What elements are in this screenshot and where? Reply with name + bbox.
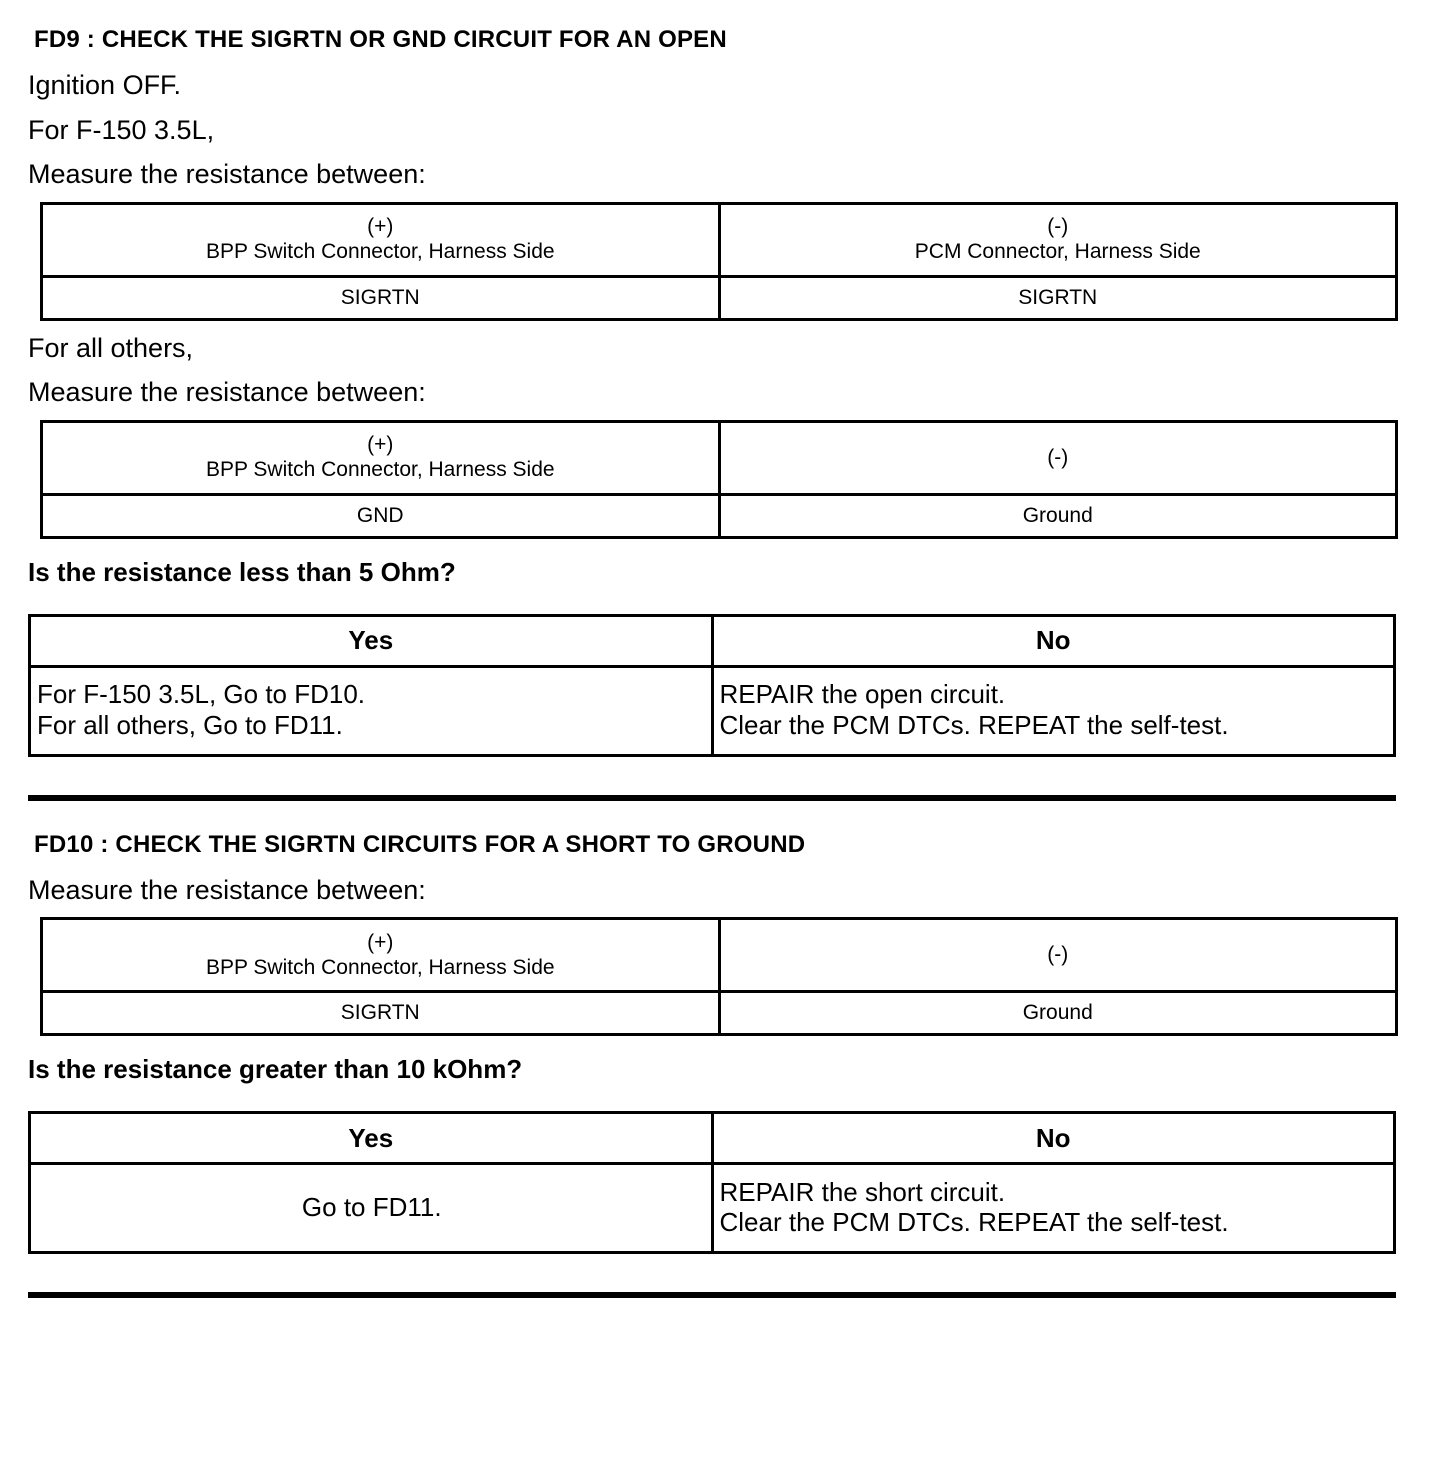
negative-terminal-header <box>719 203 1397 276</box>
yes-column-header: Yes <box>30 615 713 666</box>
positive-circuit-label: SIGRTN <box>340 1001 420 1025</box>
yes-action-cell <box>30 666 713 755</box>
step-fd9-instruction-f150: For F-150 3.5L, <box>28 114 215 145</box>
no-column-header: No <box>712 615 1395 666</box>
table-row <box>30 615 1395 666</box>
step-fd10-title: FD10 : CHECK THE SIGRTN CIRCUITS FOR A SHORT TO GROUND <box>34 830 806 858</box>
no-action-cell <box>712 666 1395 755</box>
no-action-line: REPAIR the open circuit. <box>719 679 1006 710</box>
negative-circuit-value <box>719 992 1397 1035</box>
negative-circuit-label: Ground <box>1022 1001 1093 1025</box>
positive-sign: (+) <box>367 930 394 954</box>
step-fd10-instruction-measure: Measure the resistance between: <box>28 874 426 905</box>
step-fd10-measurement-table <box>40 917 1398 1036</box>
step-fd9-measurement-table-2 <box>40 420 1398 539</box>
yes-action-line: For F-150 3.5L, Go to FD10. <box>37 679 366 710</box>
step-fd10 <box>28 831 1400 1255</box>
table-row <box>42 992 1397 1035</box>
step-fd9-instruction-measure-2: Measure the resistance between: <box>28 377 426 408</box>
no-column-header: No <box>712 1113 1395 1164</box>
negative-sign: (-) <box>1047 943 1069 967</box>
section-divider-2 <box>28 1292 1396 1298</box>
positive-circuit-value <box>42 992 720 1035</box>
positive-terminal-header <box>42 203 720 276</box>
yes-column-header: Yes <box>30 1113 713 1164</box>
negative-connector-name: PCM Connector, Harness Side <box>914 240 1201 264</box>
negative-sign: (-) <box>1047 214 1069 238</box>
step-fd9-instruction-all-others: For all others, <box>28 332 194 363</box>
table-row <box>30 1164 1395 1253</box>
positive-connector-name: BPP Switch Connector, Harness Side <box>205 955 555 979</box>
step-fd10-result-table <box>28 1111 1396 1254</box>
step-fd9-question: Is the resistance less than 5 Ohm? <box>28 556 456 587</box>
table-row <box>42 919 1397 992</box>
step-fd9 <box>28 26 1400 757</box>
positive-sign: (+) <box>367 433 394 457</box>
positive-circuit-label: GND <box>356 503 404 527</box>
yes-action-cell <box>30 1164 713 1253</box>
table-row <box>42 421 1397 494</box>
positive-terminal-header <box>42 919 720 992</box>
step-fd9-instruction-measure-1: Measure the resistance between: <box>28 159 426 190</box>
positive-terminal-header <box>42 421 720 494</box>
no-action-line: Clear the PCM DTCs. REPEAT the self-test. <box>719 1207 1229 1238</box>
step-fd9-title: FD9 : CHECK THE SIGRTN OR GND CIRCUIT FOR AN OPEN <box>34 26 727 53</box>
negative-terminal-header <box>719 919 1397 992</box>
no-action-cell <box>712 1164 1395 1253</box>
positive-circuit-value <box>42 276 720 319</box>
negative-circuit-label: SIGRTN <box>1018 285 1098 309</box>
positive-connector-name: BPP Switch Connector, Harness Side <box>205 240 555 264</box>
positive-circuit-value <box>42 494 720 537</box>
positive-connector-name: BPP Switch Connector, Harness Side <box>205 458 555 482</box>
negative-terminal-header <box>719 421 1397 494</box>
negative-sign: (-) <box>1047 445 1069 469</box>
negative-circuit-value <box>719 494 1397 537</box>
table-row <box>42 203 1397 276</box>
no-action-line: Clear the PCM DTCs. REPEAT the self-test. <box>719 709 1229 740</box>
table-row <box>30 1113 1395 1164</box>
step-fd9-instruction-ignition: Ignition OFF. <box>28 70 182 100</box>
yes-action-line: For all others, Go to FD11. <box>37 709 343 740</box>
positive-circuit-label: SIGRTN <box>340 285 420 309</box>
section-divider-1 <box>28 795 1396 801</box>
table-row <box>30 666 1395 755</box>
positive-sign: (+) <box>367 214 394 238</box>
step-fd10-question: Is the resistance greater than 10 kOhm? <box>28 1054 523 1085</box>
table-row <box>42 494 1397 537</box>
step-fd9-result-table <box>28 614 1396 757</box>
yes-action-line: Go to FD11. <box>301 1191 442 1222</box>
no-action-line: REPAIR the short circuit. <box>719 1176 1006 1207</box>
negative-circuit-label: Ground <box>1022 503 1093 527</box>
table-row <box>42 276 1397 319</box>
step-fd9-measurement-table-1 <box>40 202 1398 321</box>
negative-circuit-value <box>719 276 1397 319</box>
